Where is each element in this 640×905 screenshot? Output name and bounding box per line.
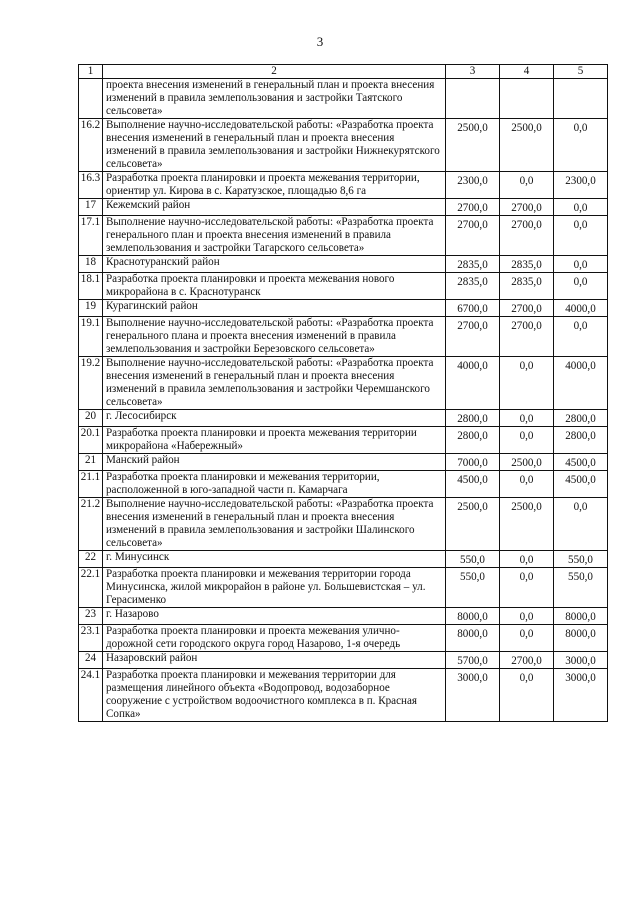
row-number: 23.1 [79, 625, 103, 652]
row-description: Разработка проекта планировки и проекта межевания территории, ориентир ул. Кирова в с. Каратузское, площадью 8,6 га [103, 172, 446, 199]
row-value-col4: 2700,0 [500, 216, 554, 256]
row-value-total: 2700,0 [446, 216, 500, 256]
row-value-total: 2500,0 [446, 119, 500, 172]
row-value-col5: 4500,0 [554, 471, 608, 498]
row-description: Краснотуранский район [103, 256, 446, 273]
row-number: 21.2 [79, 498, 103, 551]
row-value-col5: 4500,0 [554, 454, 608, 471]
row-number: 24.1 [79, 669, 103, 722]
row-value-total: 2835,0 [446, 273, 500, 300]
row-value-total: 4500,0 [446, 471, 500, 498]
row-value-col5: 2800,0 [554, 410, 608, 427]
row-number: 18.1 [79, 273, 103, 300]
table-row [79, 216, 608, 256]
row-number: 19.1 [79, 317, 103, 357]
row-value-total: 6700,0 [446, 300, 500, 317]
row-value-col5: 4000,0 [554, 300, 608, 317]
row-value-total: 2800,0 [446, 410, 500, 427]
row-description: Разработка проекта планировки и межевания территории для размещения линейного объекта «Водопровод, водозаборное сооружение с устройством водоочистного комплекса в п. Красная Сопка» [103, 669, 446, 722]
row-description: Разработка проекта планировки и межевания территории города Минусинска, жилой микрорайон в районе ул. Большевистская – ул. Герасименко [103, 568, 446, 608]
row-number: 21 [79, 454, 103, 471]
row-value-total: 7000,0 [446, 454, 500, 471]
table-row [79, 172, 608, 199]
row-value-total: 3000,0 [446, 669, 500, 722]
column-header: 4 [500, 65, 554, 79]
row-value-col5: 0,0 [554, 256, 608, 273]
row-value-col4: 2500,0 [500, 454, 554, 471]
row-value-total: 2835,0 [446, 256, 500, 273]
row-description: Разработка проекта планировки и проекта межевания нового микрорайона в с. Краснотуранск [103, 273, 446, 300]
row-number: 18 [79, 256, 103, 273]
column-header: 1 [79, 65, 103, 79]
row-description: Выполнение научно-исследовательской работы: «Разработка проекта генерального план и проекта внесения изменений в правила землепользования и застройки Тагарского сельсовета» [103, 216, 446, 256]
row-number: 20.1 [79, 427, 103, 454]
row-value-col5: 3000,0 [554, 652, 608, 669]
table-row [79, 317, 608, 357]
table-row [79, 669, 608, 722]
row-value-col4: 2500,0 [500, 498, 554, 551]
page-number: 3 [316, 34, 324, 49]
row-number: 22.1 [79, 568, 103, 608]
table-row [79, 273, 608, 300]
row-description: Выполнение научно-исследовательской работы: «Разработка проекта внесения изменений в генеральный план и проекта внесения изменений в правила землепользования и застройки Нижнекурятского сельсовета» [103, 119, 446, 172]
row-value-col5: 0,0 [554, 199, 608, 216]
row-description: Разработка проекта планировки и проекта межевания территории микрорайона «Набережный» [103, 427, 446, 454]
row-value-col4: 0,0 [500, 172, 554, 199]
row-value-col4: 0,0 [500, 669, 554, 722]
row-value-col5: 4000,0 [554, 357, 608, 410]
row-value-col5: 0,0 [554, 216, 608, 256]
row-description: Кежемский район [103, 199, 446, 216]
row-value-col5: 8000,0 [554, 608, 608, 625]
row-number: 22 [79, 551, 103, 568]
row-value-col4: 2835,0 [500, 273, 554, 300]
row-value-total: 550,0 [446, 568, 500, 608]
table-row [79, 357, 608, 410]
row-value-total: 2300,0 [446, 172, 500, 199]
row-description: г. Назарово [103, 608, 446, 625]
table-row [79, 79, 608, 119]
row-number [79, 79, 103, 119]
row-value-total: 4000,0 [446, 357, 500, 410]
table-row [79, 427, 608, 454]
row-value-col5: 2300,0 [554, 172, 608, 199]
row-value-col5: 3000,0 [554, 669, 608, 722]
row-value-col5: 0,0 [554, 498, 608, 551]
table-row [79, 410, 608, 427]
table-row [79, 568, 608, 608]
row-value-col5: 0,0 [554, 119, 608, 172]
row-value-total: 2700,0 [446, 199, 500, 216]
row-number: 19.2 [79, 357, 103, 410]
row-number: 20 [79, 410, 103, 427]
row-value-col5: 0,0 [554, 273, 608, 300]
row-description: Курагинский район [103, 300, 446, 317]
row-value-col4: 2500,0 [500, 119, 554, 172]
row-value-col4: 0,0 [500, 568, 554, 608]
row-number: 16.3 [79, 172, 103, 199]
row-number: 19 [79, 300, 103, 317]
table-row [79, 119, 608, 172]
row-description: проекта внесения изменений в генеральный план и проекта внесения изменений в правила землепользования и застройки Таятского сельсовета» [103, 79, 446, 119]
row-value-col4: 0,0 [500, 410, 554, 427]
row-value-total: 8000,0 [446, 625, 500, 652]
row-value-total: 2800,0 [446, 427, 500, 454]
row-value-col4: 0,0 [500, 625, 554, 652]
row-value-col4: 2700,0 [500, 300, 554, 317]
row-number: 16.2 [79, 119, 103, 172]
row-value-col4: 0,0 [500, 471, 554, 498]
row-description: Разработка проекта планировки и проекта межевания улично-дорожной сети городского округа город Назарово, 1-я очередь [103, 625, 446, 652]
row-value-col4: 0,0 [500, 357, 554, 410]
table-row [79, 300, 608, 317]
row-value-total [446, 79, 500, 119]
row-value-total: 550,0 [446, 551, 500, 568]
table-row [79, 199, 608, 216]
row-value-col4: 0,0 [500, 608, 554, 625]
row-value-col5 [554, 79, 608, 119]
row-number: 21.1 [79, 471, 103, 498]
table-row [79, 256, 608, 273]
row-description: г. Минусинск [103, 551, 446, 568]
row-value-total: 5700,0 [446, 652, 500, 669]
row-value-col4: 2700,0 [500, 199, 554, 216]
row-value-col5: 0,0 [554, 317, 608, 357]
row-value-col5: 8000,0 [554, 625, 608, 652]
table-header-row [79, 65, 608, 79]
row-value-col4: 2835,0 [500, 256, 554, 273]
row-description: Назаровский район [103, 652, 446, 669]
table-row [79, 608, 608, 625]
row-value-total: 2500,0 [446, 498, 500, 551]
table-row [79, 454, 608, 471]
row-number: 24 [79, 652, 103, 669]
row-value-col5: 550,0 [554, 551, 608, 568]
row-description: Выполнение научно-исследовательской работы: «Разработка проекта генерального плана и проекта внесения изменений в правила землепользования и застройки Березовского сельсовета» [103, 317, 446, 357]
table-row [79, 551, 608, 568]
row-value-total: 8000,0 [446, 608, 500, 625]
column-header: 2 [103, 65, 446, 79]
row-description: Выполнение научно-исследовательской работы: «Разработка проекта внесения изменений в генеральный план и проекта внесения изменений в правила землепользования и застройки Черемшанского сельсовета» [103, 357, 446, 410]
row-value-col4: 2700,0 [500, 317, 554, 357]
row-number: 17.1 [79, 216, 103, 256]
row-value-col4: 0,0 [500, 427, 554, 454]
row-description: Выполнение научно-исследовательской работы: «Разработка проекта внесения изменений в генеральный план и проекта внесения изменений в правила землепользования и застройки Шалинского сельсовета» [103, 498, 446, 551]
column-header: 3 [446, 65, 500, 79]
row-description: г. Лесосибирск [103, 410, 446, 427]
budget-table [78, 64, 608, 722]
row-number: 23 [79, 608, 103, 625]
row-value-col4: 2700,0 [500, 652, 554, 669]
table-row [79, 625, 608, 652]
row-description: Манский район [103, 454, 446, 471]
table-row [79, 652, 608, 669]
row-value-col5: 2800,0 [554, 427, 608, 454]
row-value-col4: 0,0 [500, 551, 554, 568]
row-description: Разработка проекта планировки и межевания территории, расположенной в юго-западной части п. Камарчага [103, 471, 446, 498]
column-header: 5 [554, 65, 608, 79]
table-row [79, 498, 608, 551]
row-value-col4 [500, 79, 554, 119]
row-value-col5: 550,0 [554, 568, 608, 608]
table-row [79, 471, 608, 498]
row-number: 17 [79, 199, 103, 216]
row-value-total: 2700,0 [446, 317, 500, 357]
